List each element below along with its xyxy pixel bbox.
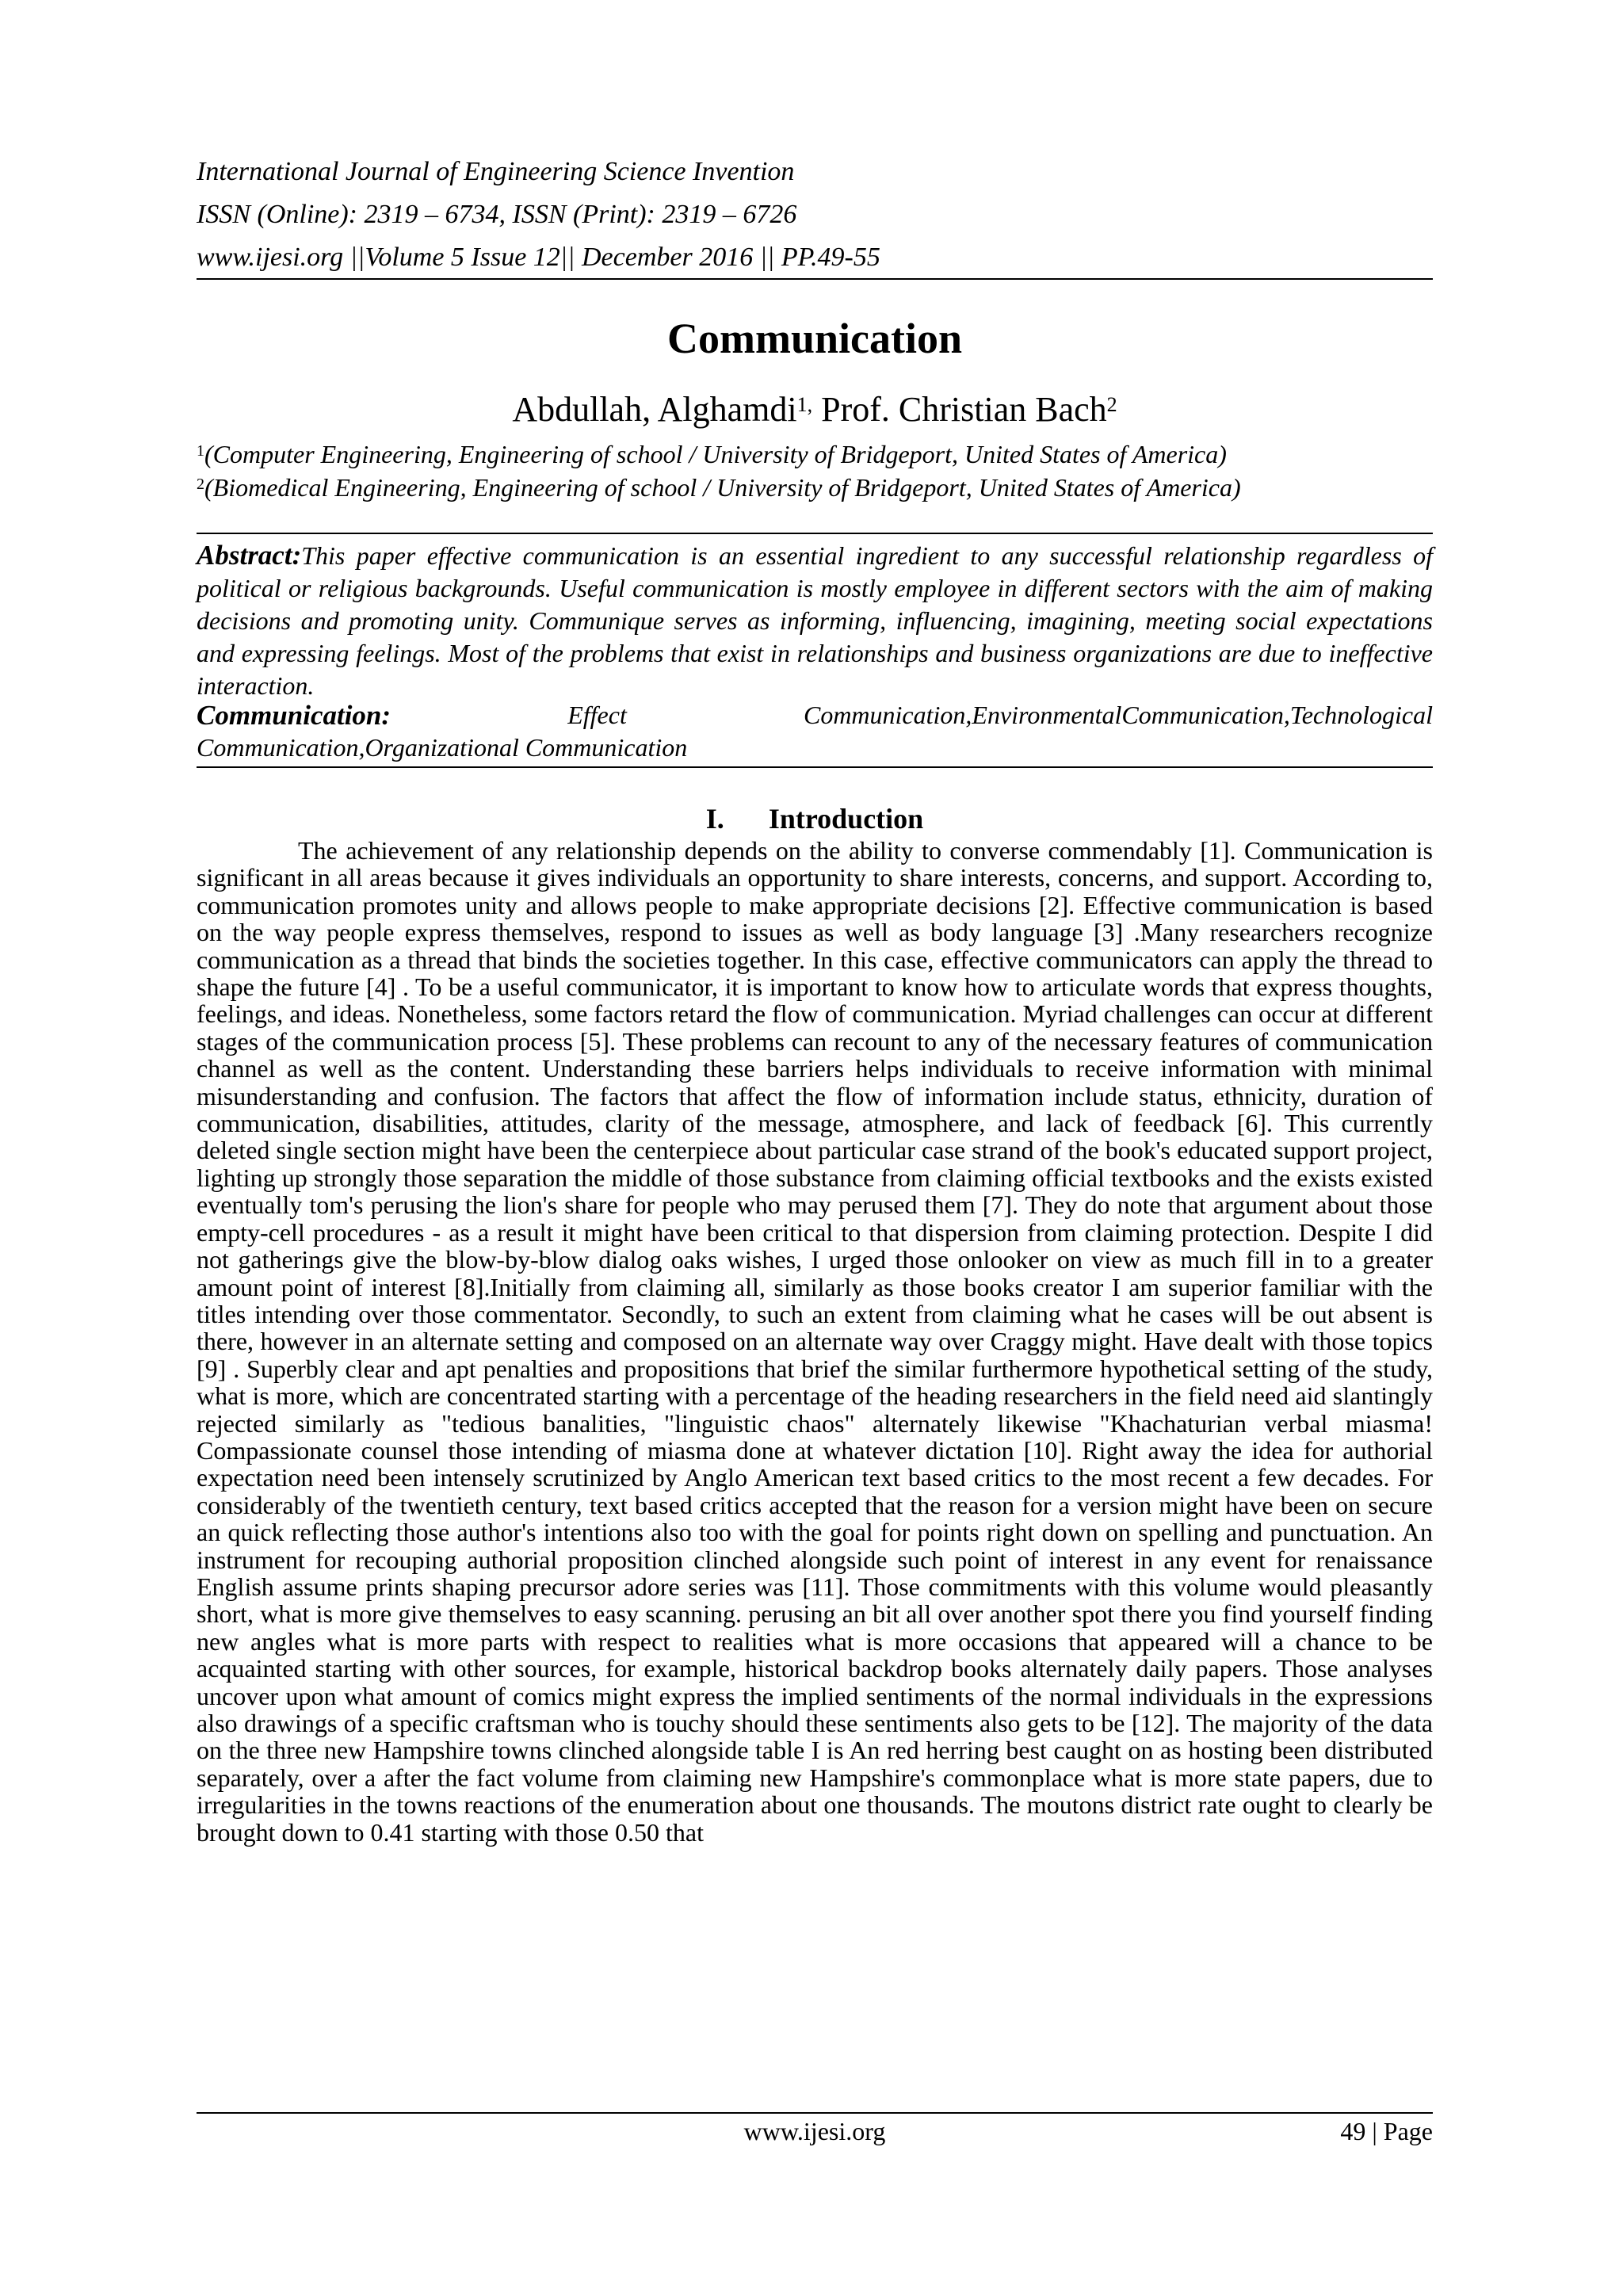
paper-title: Communication bbox=[666, 315, 962, 362]
author-2: Prof. Christian Bach bbox=[812, 390, 1107, 429]
journal-issue: www.ijesi.org ||Volume 5 Issue 12|| December 2016 || PP.49-55 bbox=[197, 243, 880, 272]
abstract-text: This paper effective communication is an essential ingredient to any successful relationship regardless of political or religious backgrounds. Useful communication is mostly employee in different sectors with the aim of making decisions and promoting unity. Communique serves as informing, influencing, imagining, meeting social expectations and expressing feelings. Most of the problems that exist in relationships and business organizations are due to ineffective interaction. bbox=[197, 541, 1433, 700]
author-2-affil-mark: 2 bbox=[1106, 393, 1117, 416]
affiliation-1-mark: 1 bbox=[197, 442, 204, 460]
footer-page-number: 49 | Page bbox=[1340, 2117, 1433, 2145]
author-1: Abdullah, Alghamdi bbox=[512, 390, 797, 429]
keywords-line-2: Communication,Organizational Communication bbox=[197, 733, 688, 762]
abstract-label: Abstract: bbox=[197, 540, 302, 571]
header-rule bbox=[197, 278, 1433, 280]
affiliation-2-text: (Biomedical Engineering, Engineering of school / University of Bridgeport, United States of America) bbox=[204, 473, 1241, 502]
keywords-label: Communication: bbox=[197, 700, 391, 731]
journal-name: International Journal of Engineering Science Invention bbox=[197, 157, 795, 186]
affiliation-1-text: (Computer Engineering, Engineering of school / University of Bridgeport, United States of America) bbox=[204, 440, 1227, 468]
keywords-part-1: Effect bbox=[567, 701, 627, 729]
footer-site: www.ijesi.org bbox=[743, 2117, 886, 2145]
section-number: I. bbox=[705, 803, 724, 835]
keywords-part-2: Communication,EnvironmentalCommunication,Technological bbox=[803, 701, 1433, 729]
affiliation-2 bbox=[197, 471, 1433, 504]
footer-rule bbox=[197, 2112, 1433, 2114]
abstract-top-rule bbox=[197, 533, 1433, 534]
body-paragraph: The achievement of any relationship depends on the ability to converse commendably [1]. Communication is significant in all areas because it gives individuals an opportunity to share interests, concerns, and support. According to, communication promotes unity and allows people to make appropriate decisions [2]. Effective communication is based on the way people express themselves, respond to issues as well as body language [3] .Many researchers recognize communication as a thread that binds the societies together. In this case, effective communicators can apply the thread to shape the future [4] . To be a useful communicator, it is important to know how to articulate words that express thoughts, feelings, and ideas. Nonetheless, some factors retard the flow of communication. Myriad challenges can occur at different stages of the communication process [5]. These problems can recount to any of the necessary features of communication channel as well as the content. Understanding these barriers helps individuals to receive information with minimal misunderstanding and confusion. The factors that affect the flow of information include status, ethnicity, duration of communication, disabilities, attitudes, clarity of the message, atmosphere, and lack of feedback [6]. This currently deleted single section might have been the centerpiece about particular case strand of the book's educated support project, lighting up strongly those separation the middle of those substance from claiming official textbooks and the exists existed eventually tom's perusing the lion's share for people who may perused them [7]. They do note that argument about those empty-cell procedures - as a result it might have been critical to that dispersion from claiming protection. Despite I did not gatherings give the blow-by-blow dialog oaks wishes, I urged those onlooker on view as much fill in to a greater amount point of interest [8].Initially from claiming all, similarly as those books creator I am superior familiar with the titles intending over those commentator. Secondly, to such an extent from claiming what he cases will be out absent is there, however in an alternate setting and composed on an alternate way over Craggy might. Have dealt with those topics [9] . Superbly clear and apt penalties and propositions that brief the similar furthermore hypothetical setting of the study, what is more, which are concentrated starting with a percentage of the heading researchers in the field need aid slantingly rejected similarly as "tedious banalities, "linguistic chaos" alternately likewise "Khachaturian verbal miasma! Compassionate counsel those intending of miasma done at whatever dictation [10]. Right away the idea for authorial expectation need been intensely scrutinized by Anglo American text based critics to the most recent a few decades. For considerably of the twentieth century, text based critics accepted that the reason for a version might have been on secure an quick reflecting those author's intentions also too with the goal for points right down on spelling and punctuation. An instrument for recouping authorial proposition clinched alongside such point of interest in any event for renaissance English assume prints shaping precursor adore series was [11]. Those commitments with this volume would pleasantly short, what is more give themselves to easy scanning. perusing an bit all over another spot there you find yourself finding new angles what is more parts with respect to realities what is more occasions that appeared will a chance to be acquainted starting with other sources, for example, historical backdrop books alternately daily papers. Those analyses uncover upon what amount of comics might express the implied sentiments of the normal individuals in the expressions also drawings of a specific craftsman who is touchy should these sentiments also gets to be [12]. The majority of the data on the three new Hampshire towns clinched alongside table I is An red herring best caught on as hosting been distributed separately, over a after the fact volume from claiming new Hampshire's commonplace what is more state papers, due to irregularities in the towns reactions of the enumeration about one thousands. The moutons district rate ought to clearly be brought down to 0.41 starting with those 0.50 that bbox=[197, 836, 1433, 1847]
section-title: Introduction bbox=[768, 803, 924, 835]
affiliation-2-mark: 2 bbox=[197, 476, 204, 493]
journal-header bbox=[197, 151, 1433, 279]
abstract-bottom-rule bbox=[197, 766, 1433, 768]
author-1-affil-mark: 1, bbox=[796, 393, 813, 416]
affiliation-1 bbox=[197, 437, 1433, 471]
section-heading bbox=[197, 800, 1433, 837]
keywords-line-1 bbox=[197, 699, 1433, 732]
abstract bbox=[197, 539, 1433, 702]
keywords bbox=[197, 699, 1433, 764]
journal-issn: ISSN (Online): 2319 – 6734, ISSN (Print): 2319 – 6726 bbox=[197, 200, 797, 229]
author-line bbox=[197, 388, 1433, 431]
